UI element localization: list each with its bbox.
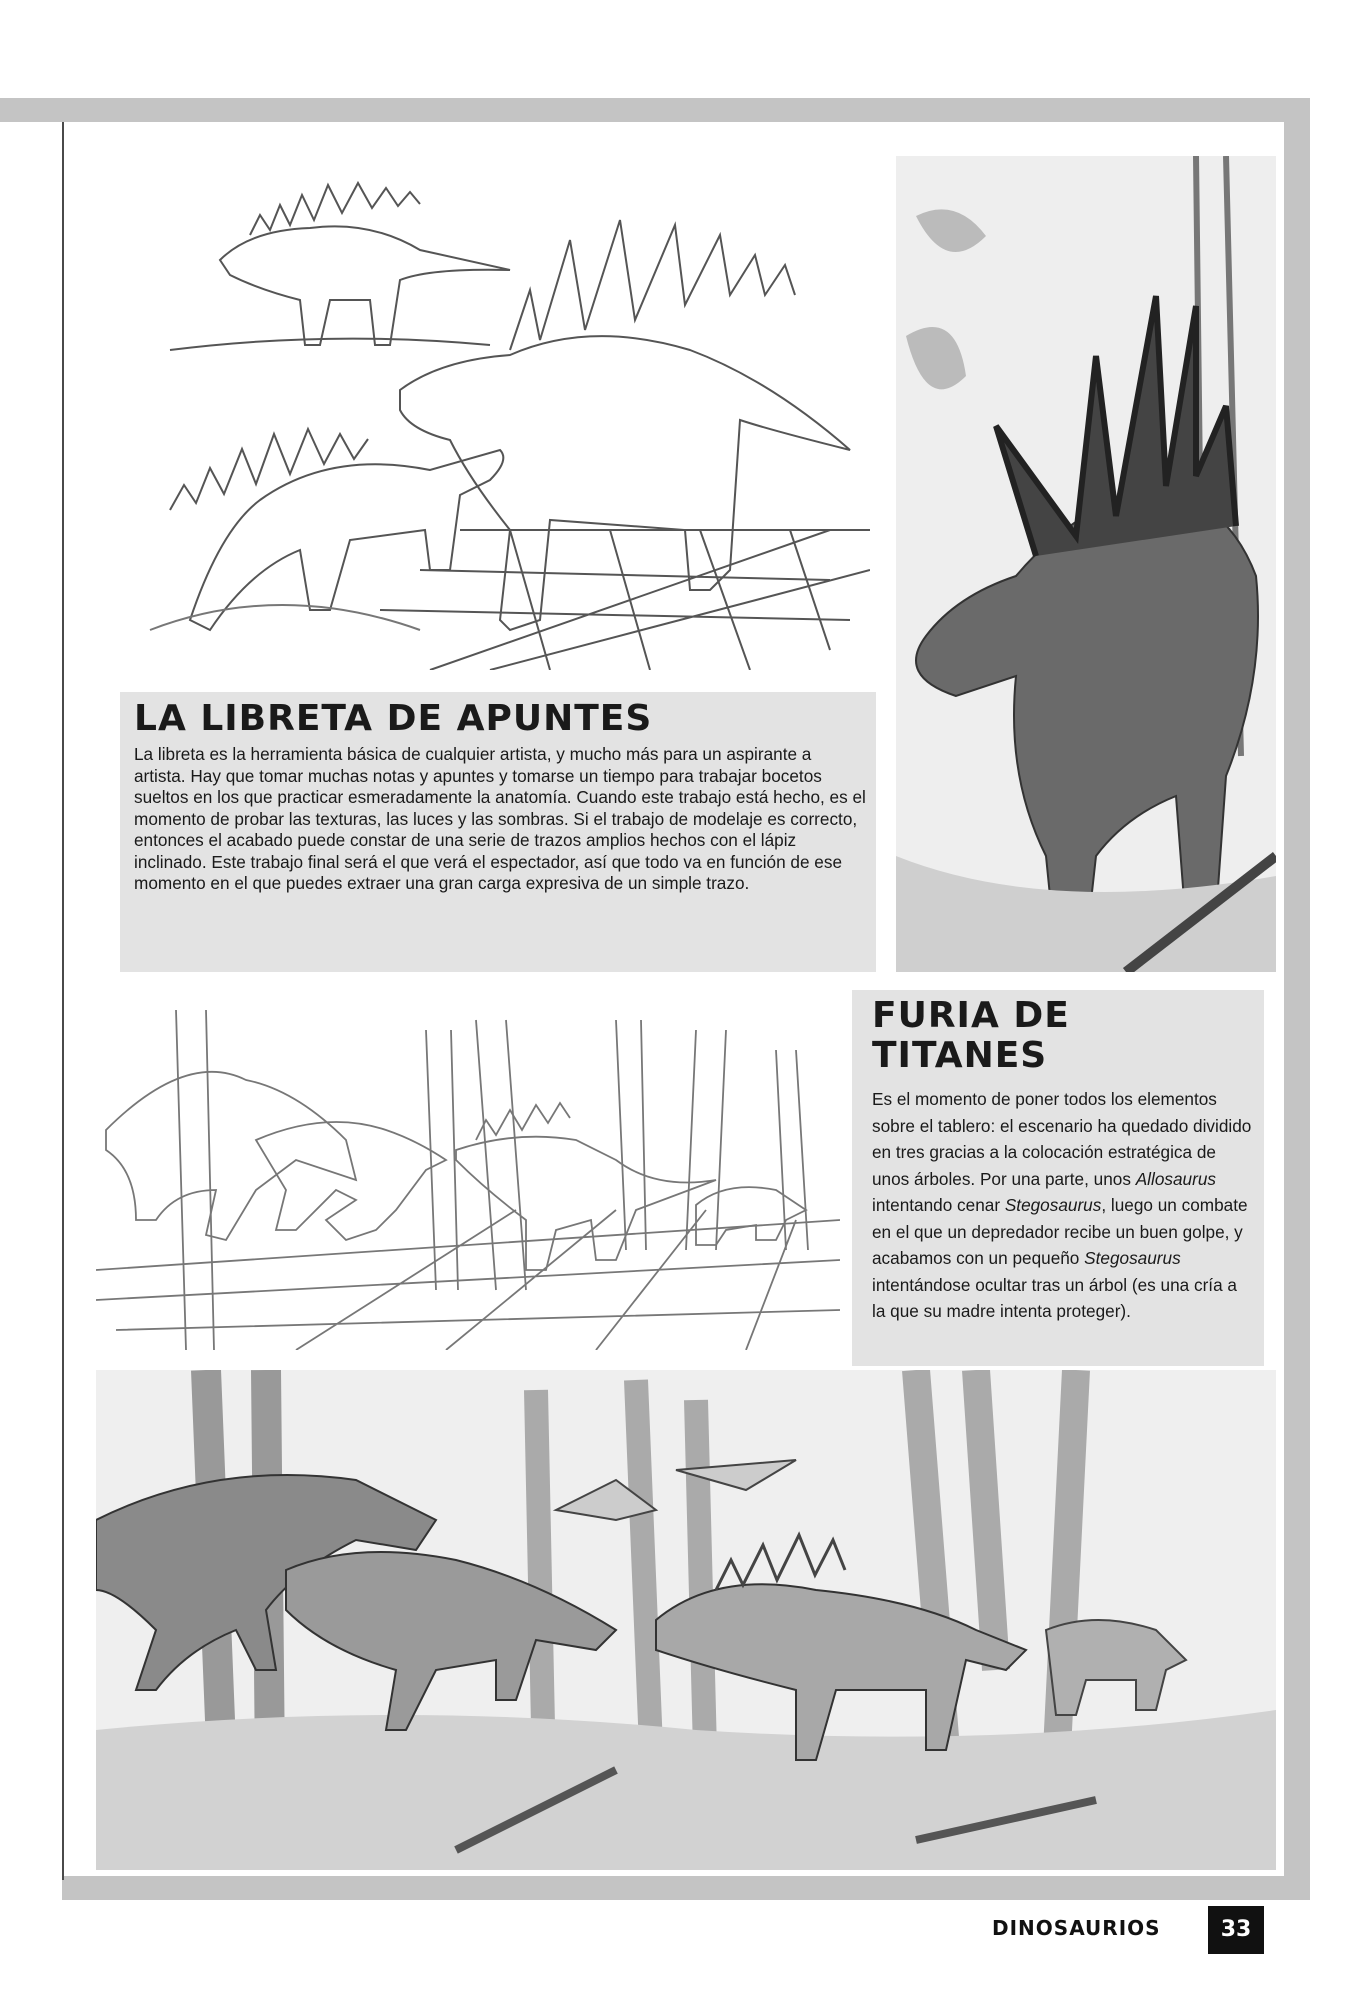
page-frame-left-line xyxy=(62,122,64,1880)
battle-scene-illustration xyxy=(96,1370,1276,1870)
titans-body-part4: intentándose ocultar tras un árbol (es una cría a la que su madre intenta proteger). xyxy=(872,1274,1237,1321)
titans-body-part3: , luego un combate en el que un depredador recibe un buen golpe, y acabamos con un pequeño xyxy=(872,1195,1248,1268)
titans-body-italic2: Stegosaurus xyxy=(1004,1195,1102,1215)
titans-heading xyxy=(872,996,1252,1076)
sketchbook-heading: LA LIBRETA DE APUNTES xyxy=(134,698,653,739)
titans-body-part1: Es el momento de poner todos los elementos sobre el tablero: el escenario ha quedado dividido en tres gracias a la colocación estratégica de unos árboles. Por una parte, unos xyxy=(872,1089,1252,1189)
titans-body xyxy=(872,1086,1252,1325)
page-number: 33 xyxy=(1208,1906,1264,1954)
titans-heading-line1: FURIA DE xyxy=(872,995,1070,1036)
sketchbook-body: La libreta es la herramienta básica de cualquier artista, y mucho más para un aspirante a artista. Hay que tomar muchas notas y apuntes y tomarse un tiempo para trabajar bocetos sueltos en los que practicar esmeradamente la anatomía. Cuando este trabajo está hecho, es el momento de probar las texturas, las luces y las sombras. Si el trabajo de modelaje es correcto, entonces el acabado puede constar de una serie de trazos amplios hechos con el lápiz inclinado. Este trabajo final será el que verá el espectador, así que todo va en función de ese momento en el que puedes extraer una gran carga expresiva de un simple trazo. xyxy=(134,744,866,893)
page-frame-right xyxy=(1284,98,1310,1890)
page-frame-bottom xyxy=(62,1876,1310,1900)
shaded-stegosaurus-illustration xyxy=(896,156,1276,972)
stegosaurus-sketches-illustration xyxy=(130,150,870,670)
page-frame-top xyxy=(0,98,1310,122)
titans-text-box xyxy=(852,990,1264,1366)
perspective-grid-sketch-illustration xyxy=(96,990,840,1350)
footer-section-label: DINOSAURIOS xyxy=(992,1916,1161,1940)
titans-body-part2: intentando cenar xyxy=(872,1195,1005,1215)
sketchbook-text-box xyxy=(120,692,876,972)
titans-heading-line2: TITANES xyxy=(872,1035,1048,1076)
titans-body-italic3: Stegosaurus xyxy=(1084,1248,1181,1268)
titans-body-italic1: Allosaurus xyxy=(1135,1168,1216,1189)
